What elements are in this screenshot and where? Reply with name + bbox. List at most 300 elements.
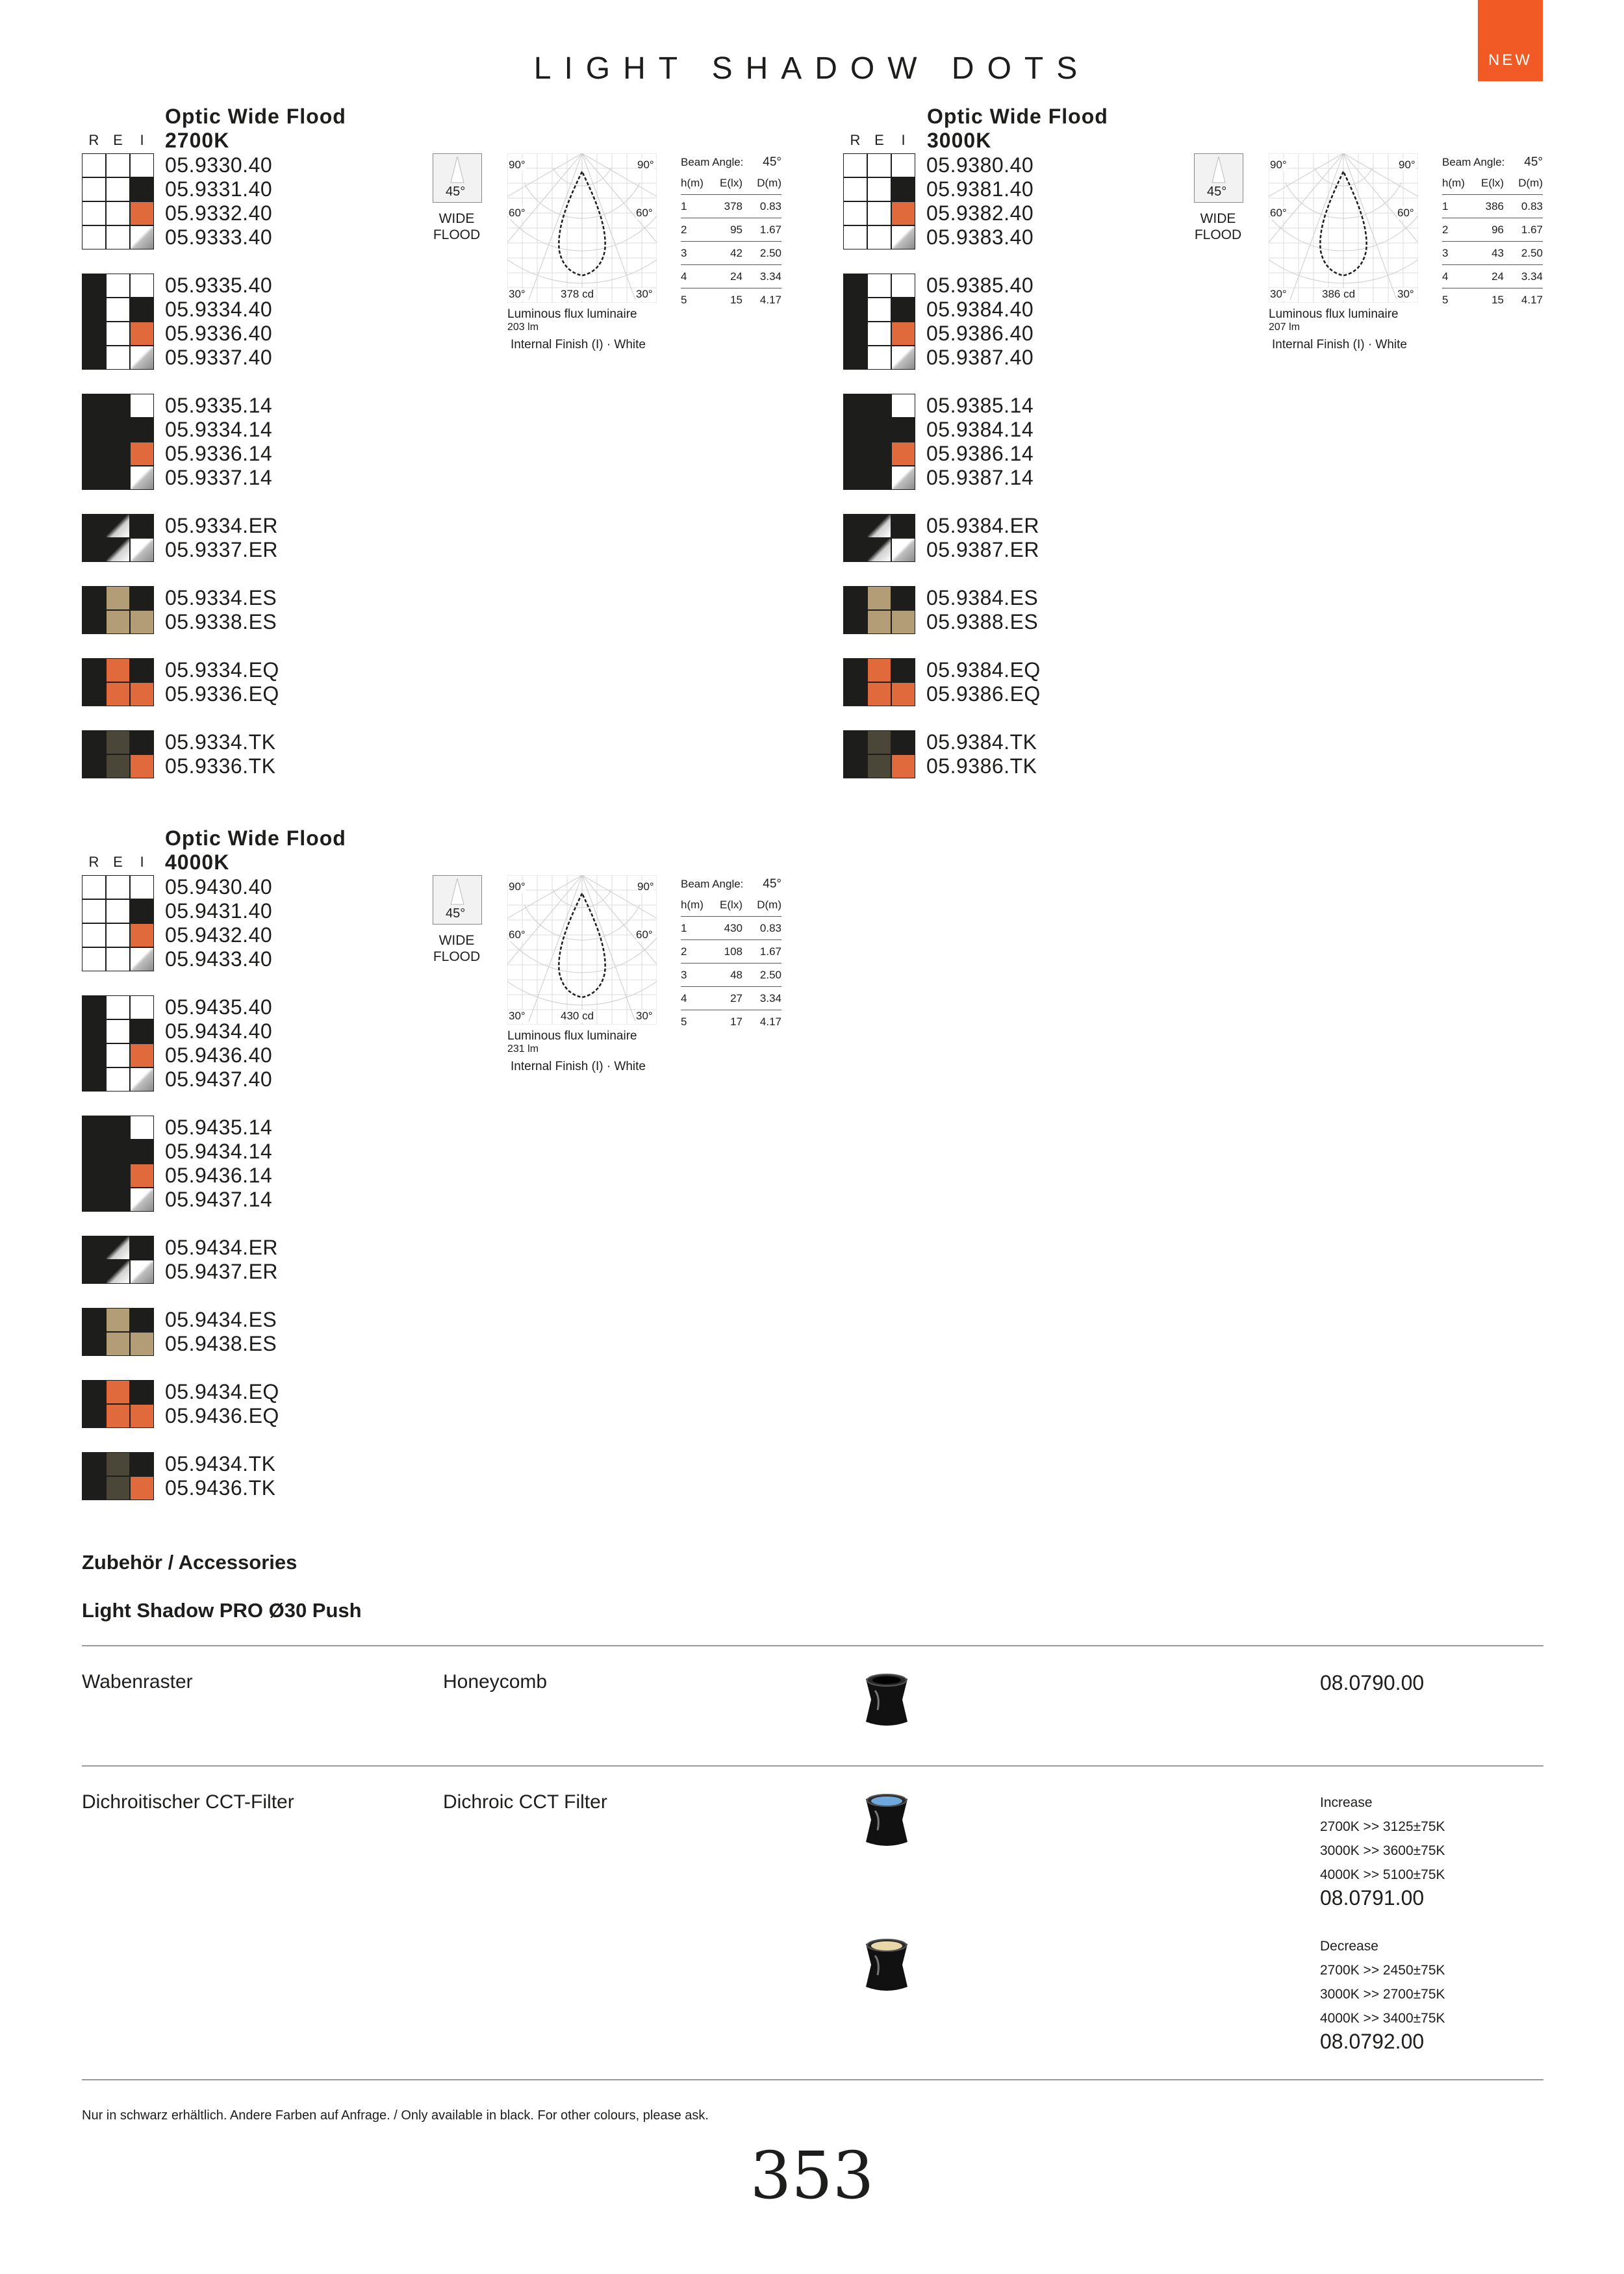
beam-angle-label: Beam Angle: [681,156,744,168]
color-swatch [106,1236,130,1260]
accessory-name-en: Honeycomb [443,1671,548,1693]
table-header-cell: D(m) [757,176,781,189]
section-title-line1: Optic Wide Flood [165,105,346,128]
swatch-row [82,995,154,1019]
variant-group [82,1116,273,1212]
article-code: 05.9382.40 [926,201,1034,225]
swatch-row [82,610,154,634]
beam-angle-icon-label: 45° [446,185,466,199]
color-swatch [82,730,106,754]
article-code: 05.9335.14 [165,394,273,417]
polar-label: 60° [509,207,526,219]
table-cell: 2.50 [759,246,781,259]
article-code: 05.9334.TK [165,730,276,754]
variant-group [82,1236,279,1284]
article-code: 05.9384.14 [926,418,1034,441]
article-code: 05.9380.40 [926,153,1034,177]
swatch-row [82,298,154,322]
dichroic-filter-amber-image [861,1936,913,1998]
swatch-row [82,1332,154,1356]
color-swatch [106,947,130,971]
color-swatch [843,682,867,706]
swatch-row [82,538,154,562]
article-codes [165,274,272,370]
article-code: 05.9335.40 [165,274,273,297]
color-swatch [130,153,154,177]
article-code: 05.9384.ER [926,514,1040,537]
color-swatch [891,514,915,538]
swatch-row [82,1043,154,1067]
polar-label: 90° [637,880,654,893]
table-cell: 1.67 [1521,223,1543,236]
color-swatch [130,875,154,899]
table-cell: 386 [1485,199,1504,212]
polar-label: 430 cd [561,1010,594,1022]
color-swatch [130,682,154,706]
article-codes [165,1308,277,1356]
color-swatch [130,1308,154,1332]
color-swatch [106,1043,130,1067]
color-swatch [891,658,915,682]
table-row [681,242,781,265]
rei-r: R [88,132,99,148]
flux-value: 203 lm [507,322,539,333]
swatch-row [843,394,915,418]
swatch-row [82,1116,154,1140]
color-swatch [130,177,154,201]
rei-header [82,132,154,149]
page-number: 353 [750,2138,874,2214]
flux-info [1269,307,1407,352]
article-code: 05.9437.ER [165,1260,279,1283]
filter-note-title: Increase [1320,1795,1373,1810]
divider [82,2079,1543,2080]
color-swatch [867,153,891,177]
table-cell: 15 [730,293,742,306]
accessories-heading: Zubehör / Accessories [82,1551,298,1574]
color-swatch [130,947,154,971]
table-cell: 0.83 [759,199,781,212]
color-swatch [891,610,915,634]
color-swatch [106,442,130,466]
article-code: 05.9336.40 [165,322,273,345]
article-code: 05.9337.ER [165,538,279,561]
variant-group [843,153,1034,249]
section-title-line1: Optic Wide Flood [927,105,1108,128]
color-swatch [106,682,130,706]
color-swatch [130,225,154,249]
article-code: 05.9386.14 [926,442,1034,465]
color-swatch [867,225,891,249]
table-row [681,917,781,940]
color-swatch [891,442,915,466]
color-swatch [82,346,106,370]
table-header-cell: D(m) [1518,176,1543,189]
color-swatch [130,1380,154,1404]
polar-label: 30° [636,288,653,300]
article-codes [926,586,1038,634]
divider [82,1765,1543,1767]
table-cell: 3.34 [1521,270,1543,283]
table-cell: 4.17 [759,293,781,306]
color-swatch [82,586,106,610]
color-swatch [82,274,106,298]
article-codes [165,995,272,1092]
swatch-row [82,875,154,899]
article-code: 05.9336.TK [165,754,276,778]
variant-group [82,730,276,778]
color-swatch [82,177,106,201]
table-cell: 5 [681,293,687,306]
filter-note: 3000K >> 3600±75K [1320,1843,1445,1858]
color-swatch [867,610,891,634]
article-code: 05.9333.40 [165,225,273,249]
variant-group [82,1452,276,1500]
color-swatch [867,754,891,778]
article-code: 05.9430.40 [165,875,273,899]
color-swatch [106,322,130,346]
table-cell: 2 [681,945,687,958]
variant-group [82,995,273,1092]
color-swatch [867,442,891,466]
color-swatch [867,418,891,442]
table-cell: 1.67 [759,945,781,958]
flux-value: 231 lm [507,1043,539,1054]
new-badge: NEW [1478,0,1543,81]
finish-label: Internal Finish (I) · White [511,1060,646,1073]
polar-label: 60° [636,207,653,219]
color-swatch [106,418,130,442]
color-swatch [106,1260,130,1284]
polar-label: 378 cd [561,288,594,300]
beam-type-label: WIDE FLOOD [433,211,481,242]
flux-label: Luminous flux luminaire [507,1029,637,1043]
article-codes [165,1236,278,1284]
finish-label: Internal Finish (I) · White [511,338,646,351]
swatch-row [82,947,154,971]
swatch-row [82,394,154,418]
article-codes [165,586,277,634]
color-swatch [867,274,891,298]
swatch-row [843,201,915,225]
article-code: 05.9383.40 [926,225,1034,249]
article-code: 05.9431.40 [165,899,273,923]
rei-i: I [140,854,144,870]
table-cell: 15 [1491,293,1504,306]
color-swatch [891,274,915,298]
color-swatch [106,1019,130,1043]
swatch-row [82,1188,154,1212]
section-title [165,826,346,875]
article-code: 05.9386.40 [926,322,1034,345]
article-code: 05.9388.ES [926,610,1039,633]
polar-label: 90° [1270,159,1287,171]
swatch-row [843,418,915,442]
color-swatch [891,394,915,418]
table-cell: 2 [681,223,687,236]
polar-diagram [1269,153,1418,303]
article-codes [165,153,272,249]
table-cell: 4 [681,991,687,1004]
swatch-row [843,610,915,634]
illuminance-table [681,153,781,311]
color-swatch [843,466,867,490]
variant-group [82,153,273,249]
table-cell: 108 [724,945,742,958]
swatch-row [82,730,154,754]
color-swatch [843,586,867,610]
table-header-cell: E(lx) [720,176,742,189]
accessory-code: 08.0792.00 [1320,2030,1425,2053]
swatch-row [82,1308,154,1332]
color-swatch [130,466,154,490]
color-swatch [130,442,154,466]
color-swatch [891,538,915,562]
accessory-name-de: Wabenraster [82,1671,193,1693]
color-swatch [82,754,106,778]
color-swatch [130,1043,154,1067]
article-code: 05.9332.40 [165,201,273,225]
polar-label: 60° [1397,207,1414,219]
polar-label: 60° [509,928,526,941]
table-header-cell: D(m) [757,898,781,911]
table-cell: 17 [730,1015,742,1028]
variant-group [82,658,279,706]
color-swatch [82,153,106,177]
swatch-row [82,658,154,682]
filter-note: 4000K >> 5100±75K [1320,1867,1445,1882]
color-swatch [82,1260,106,1284]
color-swatch [843,658,867,682]
color-swatch [843,610,867,634]
dichroic-filter-blue-image [861,1791,913,1853]
article-codes [165,658,279,706]
swatch-row [82,346,154,370]
table-row [1442,288,1543,311]
table-cell: 95 [730,223,742,236]
article-code: 05.9336.14 [165,442,273,465]
beam-angle-label: Beam Angle: [681,878,744,890]
color-swatch [82,466,106,490]
color-swatch [106,730,130,754]
honeycomb-product-image [861,1671,913,1733]
illuminance-table [1442,153,1543,311]
table-header-cell: h(m) [681,898,704,911]
article-codes [926,274,1034,370]
swatch-row [82,754,154,778]
footnote: Nur in schwarz erhältlich. Andere Farben auf Anfrage. / Only available in black. For other colours, please ask. [82,2108,709,2123]
rei-i: I [901,132,906,148]
color-swatch [106,1332,130,1356]
color-swatch [106,298,130,322]
table-cell: 0.83 [1521,199,1543,212]
variant-group [82,274,273,370]
color-swatch [130,1236,154,1260]
table-cell: 4.17 [1521,293,1543,306]
swatch-row [843,177,915,201]
article-code: 05.9334.EQ [165,658,279,682]
polar-label: 60° [636,928,653,941]
color-swatch [106,899,130,923]
rei-r: R [850,132,861,148]
swatch-row [82,1404,154,1428]
table-cell: 4 [681,270,687,283]
swatch-row [843,754,915,778]
variant-group [82,1380,279,1428]
table-cell: 3.34 [759,991,781,1004]
table-cell: 1 [681,921,687,934]
swatch-row [82,1260,154,1284]
finish-label: Internal Finish (I) · White [1272,338,1407,351]
color-swatch [867,730,891,754]
table-cell: 5 [681,1015,687,1028]
color-swatch [130,1404,154,1428]
swatch-row [843,538,915,562]
swatch-row [843,153,915,177]
article-code: 05.9384.40 [926,298,1034,321]
article-codes [165,394,272,490]
color-swatch [130,610,154,634]
color-swatch [843,538,867,562]
color-swatch [843,177,867,201]
variant-group [843,586,1039,634]
flux-label: Luminous flux luminaire [507,307,637,321]
swatch-row [843,322,915,346]
color-swatch [106,1476,130,1500]
color-swatch [82,514,106,538]
swatch-row [82,177,154,201]
article-code: 05.9434.ES [165,1308,277,1331]
color-swatch [843,153,867,177]
polar-diagram [507,153,657,303]
divider [82,1645,1543,1646]
table-row [681,964,781,987]
color-swatch [106,466,130,490]
color-swatch [843,225,867,249]
color-swatch [867,298,891,322]
color-swatch [82,1140,106,1164]
color-swatch [82,995,106,1019]
article-code: 05.9434.14 [165,1140,273,1163]
illuminance-table [681,875,781,1033]
color-swatch [82,1380,106,1404]
article-code: 05.9436.40 [165,1043,273,1067]
article-codes [926,730,1037,778]
article-code: 05.9337.14 [165,466,273,489]
article-code: 05.9385.14 [926,394,1034,417]
color-swatch [867,177,891,201]
table-header [681,893,781,917]
rei-header [82,854,154,871]
swatch-row [82,923,154,947]
swatch-row [82,899,154,923]
color-swatch [130,923,154,947]
color-swatch [843,346,867,370]
section-title-line1: Optic Wide Flood [165,826,346,850]
article-code: 05.9387.14 [926,466,1034,489]
article-code: 05.9434.40 [165,1019,273,1043]
color-swatch [82,875,106,899]
color-swatch [82,1404,106,1428]
color-swatch [106,201,130,225]
color-swatch [106,1164,130,1188]
table-header-cell: h(m) [1442,176,1465,189]
swatch-row [843,730,915,754]
accessories-subheading: Light Shadow PRO Ø30 Push [82,1599,362,1622]
variant-group [82,1308,277,1356]
section-title-line2: 4000K [165,850,230,874]
beam-angle-label: Beam Angle: [1442,156,1505,168]
color-swatch [106,1404,130,1428]
table-row [681,195,781,218]
swatch-row [82,201,154,225]
polar-label: 90° [637,159,654,171]
table-cell: 42 [730,246,742,259]
swatch-row [843,658,915,682]
swatch-row [82,1380,154,1404]
color-swatch [82,610,106,634]
table-row [681,940,781,964]
color-swatch [106,394,130,418]
beam-type-label: WIDE FLOOD [433,933,481,964]
beam-angle-value: 45° [763,155,781,169]
color-swatch [82,947,106,971]
color-swatch [106,1188,130,1212]
swatch-row [843,346,915,370]
color-swatch [130,1164,154,1188]
color-swatch [106,1067,130,1092]
article-codes [165,1380,279,1428]
table-row [1442,265,1543,288]
article-code: 05.9436.EQ [165,1404,279,1427]
color-swatch [106,274,130,298]
color-swatch [130,899,154,923]
article-codes [165,1452,275,1500]
swatch-row [843,514,915,538]
article-code: 05.9434.EQ [165,1380,279,1403]
article-code: 05.9384.EQ [926,658,1041,682]
table-cell: 3.34 [759,270,781,283]
color-swatch [82,225,106,249]
table-row [1442,242,1543,265]
swatch-row [82,1236,154,1260]
swatch-row [843,442,915,466]
table-cell: 48 [730,968,742,981]
color-swatch [130,514,154,538]
rei-r: R [88,854,99,870]
color-swatch [867,658,891,682]
color-swatch [891,754,915,778]
color-swatch [891,201,915,225]
article-code: 05.9438.ES [165,1332,277,1355]
article-code: 05.9330.40 [165,153,273,177]
color-swatch [82,1452,106,1476]
article-codes [926,514,1039,562]
table-cell: 1.67 [759,223,781,236]
article-code: 05.9436.14 [165,1164,273,1187]
variant-group [843,274,1034,370]
swatch-row [82,225,154,249]
color-swatch [867,586,891,610]
table-row [1442,218,1543,242]
table-cell: 24 [1491,270,1504,283]
article-code: 05.9337.40 [165,346,273,369]
article-code: 05.9386.TK [926,754,1037,778]
article-code: 05.9387.40 [926,346,1034,369]
table-row [681,288,781,311]
article-codes [926,658,1041,706]
article-code: 05.9336.EQ [165,682,279,706]
